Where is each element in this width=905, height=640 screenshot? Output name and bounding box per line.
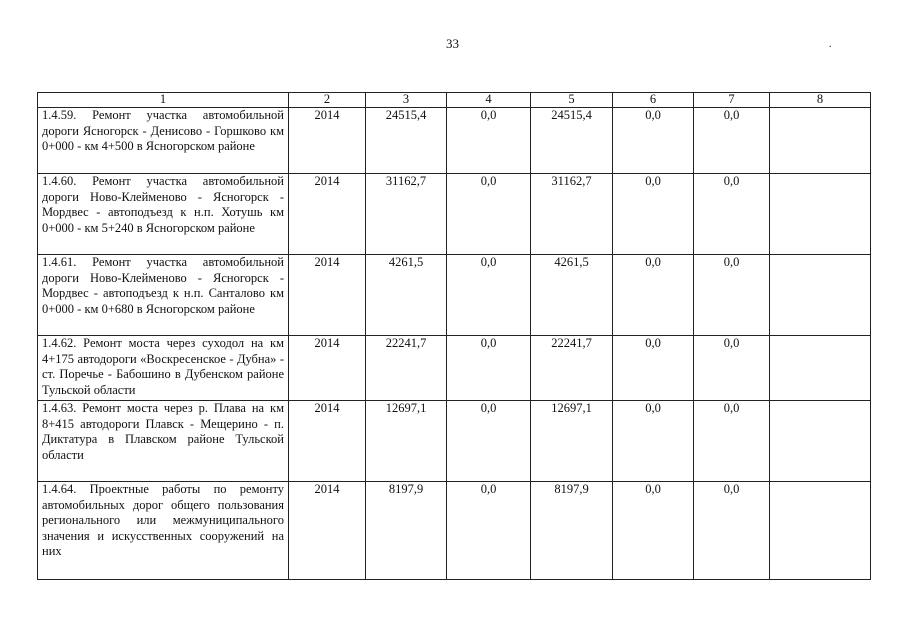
item-year: 2014 xyxy=(289,482,366,580)
item-col5: 12697,1 xyxy=(531,401,613,482)
item-year: 2014 xyxy=(289,174,366,255)
item-col6: 0,0 xyxy=(613,255,694,336)
item-col4: 0,0 xyxy=(447,174,531,255)
table-row xyxy=(38,255,871,336)
item-col7: 0,0 xyxy=(694,401,770,482)
column-header: 2 xyxy=(289,93,366,108)
item-col3: 4261,5 xyxy=(366,255,447,336)
item-year: 2014 xyxy=(289,108,366,174)
table-row xyxy=(38,482,871,580)
item-col5: 24515,4 xyxy=(531,108,613,174)
column-header: 8 xyxy=(770,93,871,108)
item-col7: 0,0 xyxy=(694,482,770,580)
item-col6: 0,0 xyxy=(613,108,694,174)
item-description: 1.4.63. Ремонт моста через р. Плава на км 8+415 автодороги Плавск - Мещерино - п. Диктатура в Плавском районе Тульской области xyxy=(38,401,289,482)
item-col3: 22241,7 xyxy=(366,336,447,401)
item-col5: 8197,9 xyxy=(531,482,613,580)
column-header: 7 xyxy=(694,93,770,108)
table-row xyxy=(38,108,871,174)
item-col5: 31162,7 xyxy=(531,174,613,255)
table-row xyxy=(38,336,871,401)
column-header: 5 xyxy=(531,93,613,108)
item-col6: 0,0 xyxy=(613,482,694,580)
item-col3: 24515,4 xyxy=(366,108,447,174)
item-col4: 0,0 xyxy=(447,108,531,174)
item-col3: 12697,1 xyxy=(366,401,447,482)
item-col7: 0,0 xyxy=(694,255,770,336)
item-col8 xyxy=(770,401,871,482)
item-col6: 0,0 xyxy=(613,401,694,482)
item-year: 2014 xyxy=(289,336,366,401)
column-header: 3 xyxy=(366,93,447,108)
item-col5: 4261,5 xyxy=(531,255,613,336)
item-description: 1.4.64. Проектные работы по ремонту автомобильных дорог общего пользования регионального или межмуниципального значения и искусственных сооружений на них xyxy=(38,482,289,580)
column-header: 6 xyxy=(613,93,694,108)
item-col7: 0,0 xyxy=(694,108,770,174)
item-col8 xyxy=(770,255,871,336)
item-year: 2014 xyxy=(289,401,366,482)
item-col3: 8197,9 xyxy=(366,482,447,580)
item-description: 1.4.59. Ремонт участка автомобильной дороги Ясногорск - Денисово - Горшково км 0+000 - км 4+500 в Ясногорском районе xyxy=(38,108,289,174)
item-col7: 0,0 xyxy=(694,336,770,401)
item-col7: 0,0 xyxy=(694,174,770,255)
item-col5: 22241,7 xyxy=(531,336,613,401)
column-header: 4 xyxy=(447,93,531,108)
item-description: 1.4.60. Ремонт участка автомобильной дороги Ново-Клейменово - Ясногорск - Мордвес - автоподъезд к н.п. Хотушь км 0+000 - км 5+240 в Ясногорском районе xyxy=(38,174,289,255)
item-col3: 31162,7 xyxy=(366,174,447,255)
item-col4: 0,0 xyxy=(447,255,531,336)
item-col6: 0,0 xyxy=(613,174,694,255)
item-description: 1.4.62. Ремонт моста через суходол на км 4+175 автодороги «Воскресенское - Дубна» - ст. Поречье - Бабошино в Дубенском районе Тульской области xyxy=(38,336,289,401)
page-number: 33 xyxy=(446,36,459,51)
item-col4: 0,0 xyxy=(447,401,531,482)
item-description: 1.4.61. Ремонт участка автомобильной дороги Ново-Клейменово - Ясногорск - Мордвес - автоподъезд к н.п. Санталово км 0+000 - км 0+680 в Ясногорском районе xyxy=(38,255,289,336)
item-col8 xyxy=(770,108,871,174)
table-header-row xyxy=(38,93,871,108)
item-col8 xyxy=(770,336,871,401)
item-col8 xyxy=(770,174,871,255)
item-col4: 0,0 xyxy=(447,482,531,580)
item-year: 2014 xyxy=(289,255,366,336)
item-col6: 0,0 xyxy=(613,336,694,401)
item-col8 xyxy=(770,482,871,580)
budget-table xyxy=(37,92,871,580)
table-row xyxy=(38,401,871,482)
stray-dot: . xyxy=(829,39,832,50)
column-header: 1 xyxy=(38,93,289,108)
table-row xyxy=(38,174,871,255)
item-col4: 0,0 xyxy=(447,336,531,401)
